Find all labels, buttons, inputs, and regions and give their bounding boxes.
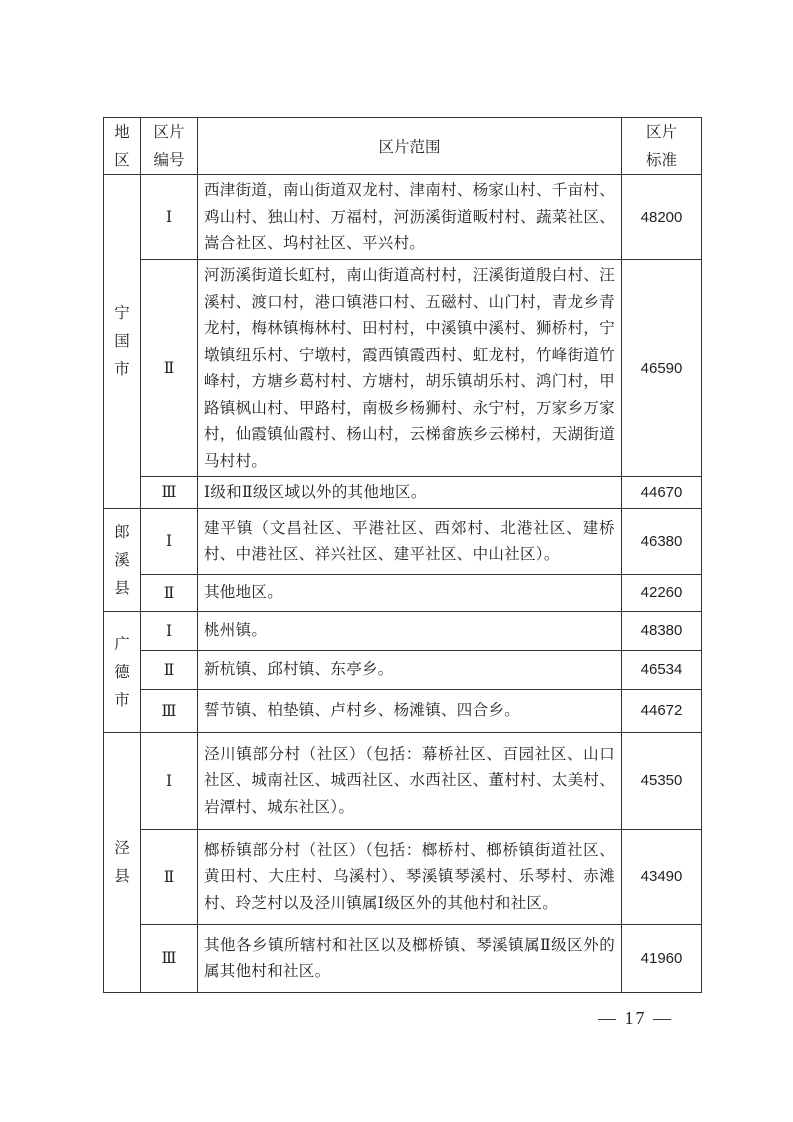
region-cell bbox=[104, 508, 141, 611]
region-name: 广德市 bbox=[114, 634, 130, 709]
header-region: 地区 bbox=[104, 118, 141, 175]
zone-number: Ⅲ bbox=[141, 689, 198, 732]
zone-standard: 44670 bbox=[622, 477, 702, 509]
zone-scope: 其他地区。 bbox=[198, 574, 622, 611]
zone-scope: 誓节镇、柏垫镇、卢村乡、杨滩镇、四合乡。 bbox=[198, 689, 622, 732]
zone-number: Ⅰ bbox=[141, 611, 198, 650]
zone-number: Ⅲ bbox=[141, 477, 198, 509]
zone-standard: 44672 bbox=[622, 689, 702, 732]
zone-scope: 榔桥镇部分村（社区）（包括：榔桥村、榔桥镇街道社区、黄田村、大庄村、乌溪村）、琴溪镇琴溪村、乐琴村、赤滩村、玲芝村以及泾川镇属Ⅰ级区外的其他村和社区。 bbox=[198, 829, 622, 924]
zone-standard: 45350 bbox=[622, 732, 702, 829]
zone-standard: 42260 bbox=[622, 574, 702, 611]
zone-number: Ⅰ bbox=[141, 732, 198, 829]
region-cell bbox=[104, 175, 141, 509]
header-zone-no: 区片编号 bbox=[141, 118, 198, 175]
zone-number: Ⅰ bbox=[141, 175, 198, 260]
zone-number: Ⅲ bbox=[141, 924, 198, 992]
zone-number: Ⅰ bbox=[141, 508, 198, 574]
page-number: — 17 — bbox=[598, 1008, 673, 1028]
table-row bbox=[104, 175, 702, 260]
zone-standard: 46380 bbox=[622, 508, 702, 574]
zone-standard: 46534 bbox=[622, 650, 702, 689]
table-row bbox=[104, 924, 702, 992]
region-cell bbox=[104, 611, 141, 732]
zone-scope: 西津街道，南山街道双龙村、津南村、杨家山村、千亩村、鸡山村、独山村、万福村，河沥溪街道畈村村、蔬菜社区、嵩合社区、坞村社区、平兴村。 bbox=[198, 175, 622, 260]
table-row bbox=[104, 689, 702, 732]
table-header-row bbox=[104, 118, 702, 175]
zone-scope: 建平镇（文昌社区、平港社区、西郊村、北港社区、建桥村、中港社区、祥兴社区、建平社区、中山社区）。 bbox=[198, 508, 622, 574]
zone-standard: 48380 bbox=[622, 611, 702, 650]
zone-scope: 桃州镇。 bbox=[198, 611, 622, 650]
zone-scope: 泾川镇部分村（社区）（包括：幕桥社区、百园社区、山口社区、城南社区、城西社区、水西社区、董村村、太美村、岩潭村、城东社区）。 bbox=[198, 732, 622, 829]
zone-scope: 河沥溪街道长虹村，南山街道高村村，汪溪街道殷白村、汪溪村、渡口村，港口镇港口村、五磁村、山门村，青龙乡青龙村，梅林镇梅林村、田村村，中溪镇中溪村、狮桥村，宁墩镇纽乐村、宁墩村，霞西镇霞西村、虹龙村，竹峰街道竹峰村，方塘乡葛村村、方塘村，胡乐镇胡乐村、鸿门村，甲路镇枫山村、甲路村，南极乡杨狮村、永宁村，万家乡万家村，仙霞镇仙霞村、杨山村，云梯畲族乡云梯村，天湖街道马村村。 bbox=[198, 260, 622, 477]
table-row bbox=[104, 477, 702, 509]
zone-standard: 46590 bbox=[622, 260, 702, 477]
zone-standard: 41960 bbox=[622, 924, 702, 992]
table-row bbox=[104, 574, 702, 611]
zone-number: Ⅱ bbox=[141, 829, 198, 924]
table-row bbox=[104, 650, 702, 689]
table-row bbox=[104, 829, 702, 924]
header-standard: 区片标准 bbox=[622, 118, 702, 175]
table-row bbox=[104, 732, 702, 829]
region-cell bbox=[104, 732, 141, 992]
region-name: 郎溪县 bbox=[114, 522, 130, 597]
zone-scope: Ⅰ级和Ⅱ级区域以外的其他地区。 bbox=[198, 477, 622, 509]
zone-number: Ⅱ bbox=[141, 260, 198, 477]
header-scope: 区片范围 bbox=[198, 118, 622, 175]
table-row bbox=[104, 260, 702, 477]
zone-scope: 其他各乡镇所辖村和社区以及榔桥镇、琴溪镇属Ⅱ级区外的属其他村和社区。 bbox=[198, 924, 622, 992]
table-row bbox=[104, 508, 702, 574]
zone-standard: 48200 bbox=[622, 175, 702, 260]
zone-number: Ⅱ bbox=[141, 574, 198, 611]
land-price-zone-table bbox=[103, 117, 702, 993]
zone-scope: 新杭镇、邱村镇、东亭乡。 bbox=[198, 650, 622, 689]
region-name: 宁国市 bbox=[114, 304, 130, 379]
region-name: 泾县 bbox=[114, 839, 130, 885]
table-row bbox=[104, 611, 702, 650]
zone-standard: 43490 bbox=[622, 829, 702, 924]
zone-number: Ⅱ bbox=[141, 650, 198, 689]
